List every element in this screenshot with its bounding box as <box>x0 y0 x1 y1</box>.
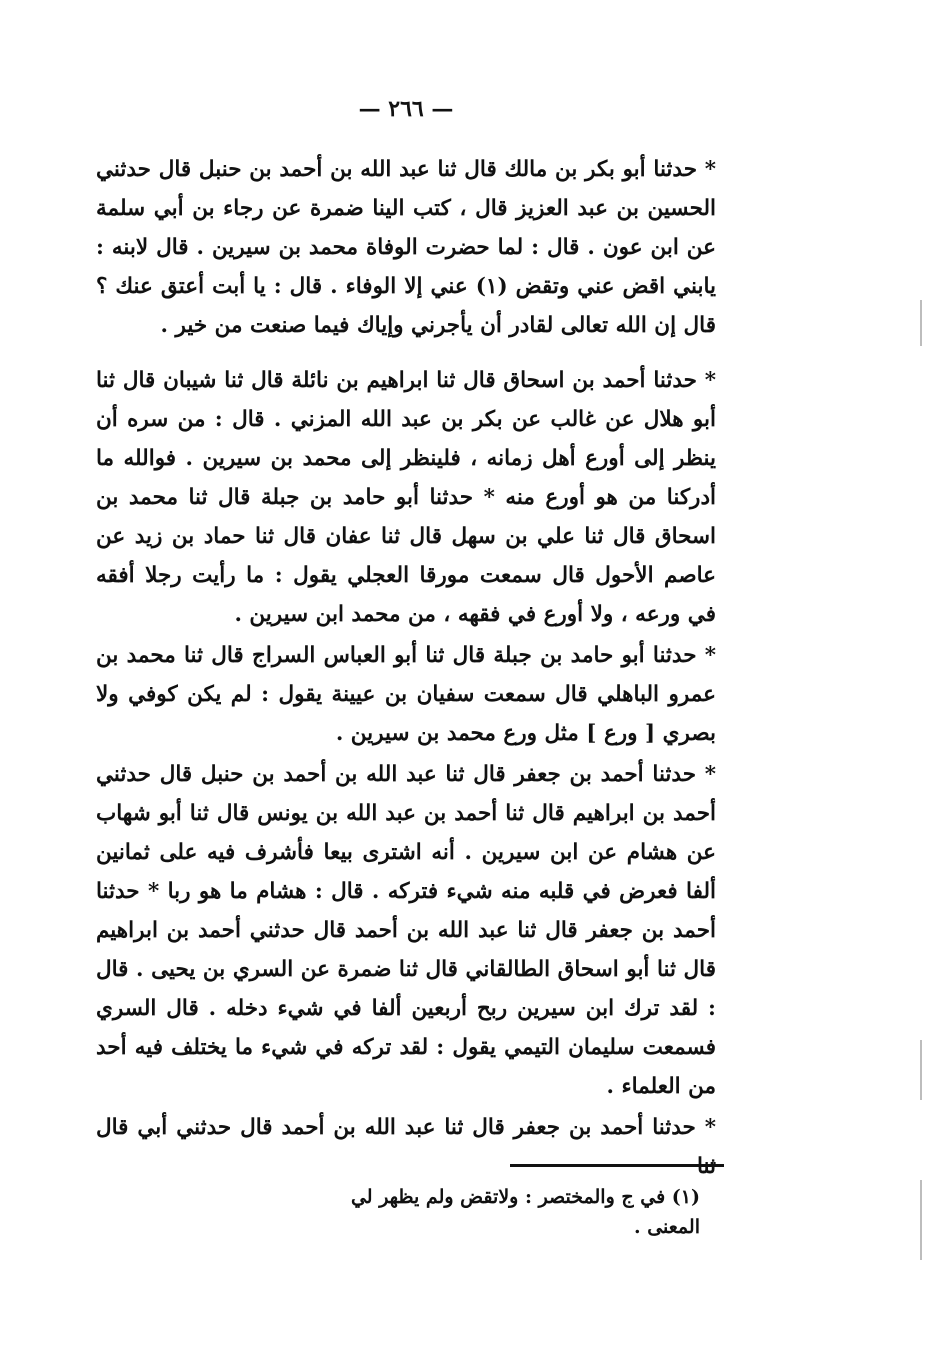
paragraph-5: * حدثنا أحمد بن جعفر قال ثنا عبد الله بن أحمد قال حدثني أبي قال <box>96 1115 716 1140</box>
scan-edge-mark <box>920 1040 922 1100</box>
footnote: (١) في ج والمختصر : ولاتقض ولم يظهر لي المعنى . <box>350 1186 700 1238</box>
paragraph-1: * حدثنا أبو بكر بن مالك قال ثنا عبد الله بن أحمد بن حنبل قال حدثني الحسين بن عبد العزيز قال ، كتب الينا ضمرة عن رجاء بن أبي سلمة عن ابن عون . قال : لما حضرت الوفاة محمد بن سيرين . قال لابنه : يابني اقض عني وتقض (١) عني إلا الوفاء . قال : يا أبت أعتق عنك ؟ قال إن الله تعالى لقادر أن يأجرني وإياك فيما صنعت من خير . <box>96 157 717 338</box>
main-text <box>96 150 716 1186</box>
footnote-divider <box>510 1164 724 1167</box>
page-number: — ٢٦٦ — <box>358 96 454 122</box>
paragraph-2: * حدثنا أحمد بن اسحاق قال ثنا ابراهيم بن نائلة قال ثنا شيبان قال ثنا أبو هلال عن غالب عن بكر بن عبد الله المزني . قال : من سره أن ينظر إلى أورع أهل زمانه ، فلينظر إلى محمد بن سيرين . فوالله ما أدركنا من هو أورع منه * حدثنا أبو حامد بن جبلة قال ثنا محمد بن اسحاق قال ثنا علي بن سهل قال ثنا عفان قال ثنا حماد بن زيد عن عاصم الأحول قال سمعت مورقا العجلي يقول : ما رأيت رجلا أفقه في ورعه ، ولا أورع في فقهه ، من محمد ابن سيرين . <box>96 368 716 627</box>
scan-edge-mark <box>920 300 922 346</box>
paragraph-4: * حدثنا أحمد بن جعفر قال ثنا عبد الله بن أحمد بن حنبل قال حدثني أحمد بن ابراهيم قال ثنا أحمد بن عبد الله بن يونس قال ثنا أبو شهاب عن هشام عن ابن سيرين . أنه اشترى بيعا فأشرف فيه على ثمانين ألفا فعرض في قلبه منه شيء فتركه . قال : هشام ما هو ربا * حدثنا أحمد بن جعفر قال ثنا عبد الله بن أحمد قال حدثني أحمد بن ابراهيم قال ثنا أبو اسحاق الطالقاني قال ثنا ضمرة عن السري بن يحيى . قال : لقد ترك ابن سيرين ربح أربعين ألفا في شيء دخله . قال السري فسمعت سليمان التيمي يقول : لقد تركه في شيء ما يختلف فيه أحد من العلماء . <box>96 762 716 1099</box>
paragraph-3: * حدثنا أبو حامد بن جبلة قال ثنا أبو العباس السراج قال ثنا محمد بن عمرو الباهلي قال سمعت سفيان بن عيينة يقول : لم يكن كوفي ولا بصري [ ورع ] مثل ورع محمد بن سيرين . <box>96 643 716 746</box>
scan-edge-mark <box>920 1180 922 1260</box>
